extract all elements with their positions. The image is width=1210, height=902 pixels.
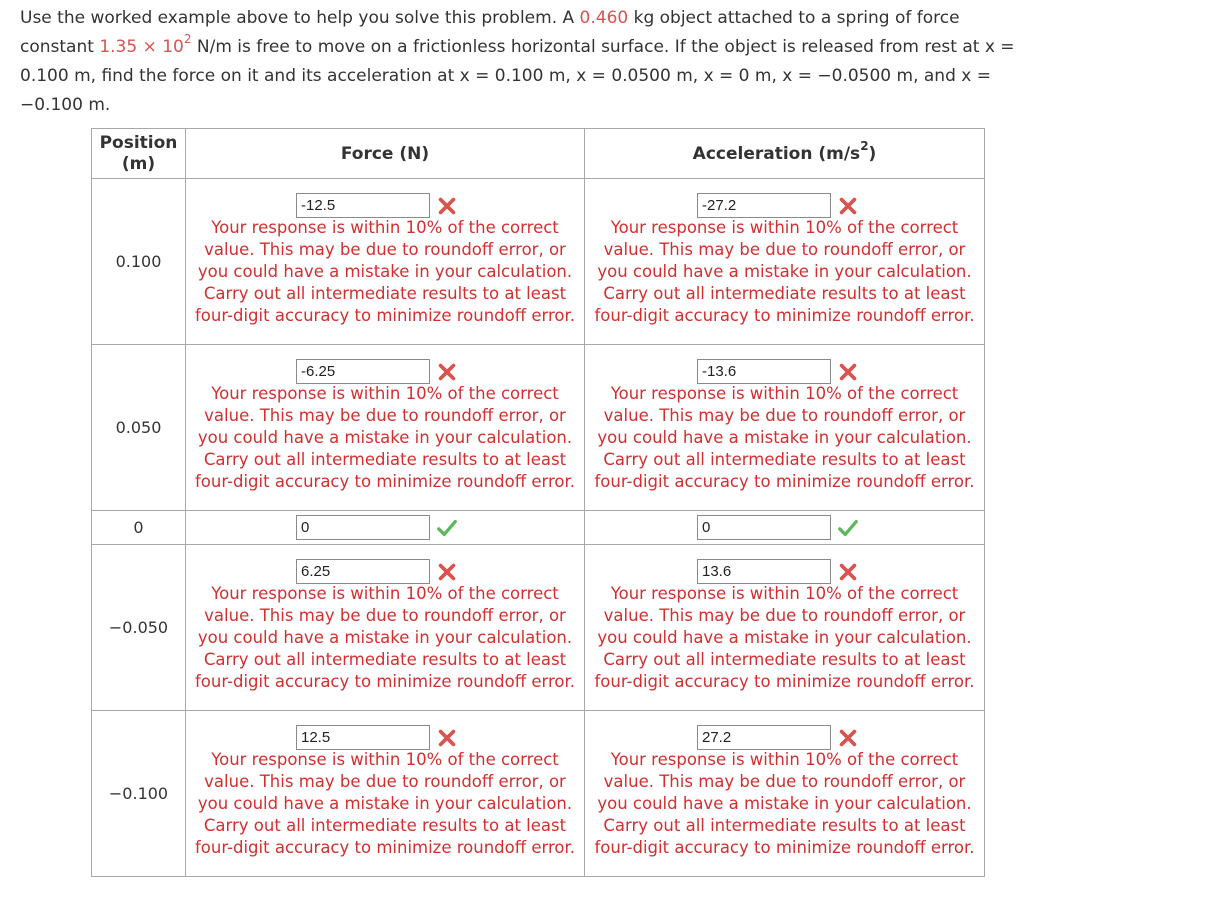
force-feedback-text: Your response is within 10% of the correct value. This may be due to roundoff error, or you could have a mistake in your calculation. Carry out all intermediate results to at least four-digit accuracy to minimize roundoff error.	[194, 383, 576, 491]
acceleration-cell	[585, 345, 985, 511]
force-answer-input[interactable]: 6.25	[296, 559, 430, 584]
x-mark-icon	[436, 195, 458, 217]
acceleration-cell	[585, 179, 985, 345]
acceleration-header	[585, 129, 985, 179]
force-feedback-text: Your response is within 10% of the correct value. This may be due to roundoff error, or you could have a mistake in your calculation. Carry out all intermediate results to at least four-digit accuracy to minimize roundoff error.	[194, 749, 576, 857]
force-cell	[186, 511, 585, 545]
force-cell	[186, 179, 585, 345]
table-row	[92, 711, 985, 877]
acceleration-cell	[585, 711, 985, 877]
table-header-row	[92, 129, 985, 179]
spring-constant-value	[99, 32, 192, 57]
table-row	[92, 345, 985, 511]
position-cell: 0	[92, 511, 186, 545]
position-header-line1: Position	[99, 132, 178, 153]
force-feedback-text: Your response is within 10% of the correct value. This may be due to roundoff error, or you could have a mistake in your calculation. Carry out all intermediate results to at least four-digit accuracy to minimize roundoff error.	[194, 217, 576, 325]
table-row	[92, 545, 985, 711]
force-feedback-text: Your response is within 10% of the correct value. This may be due to roundoff error, or you could have a mistake in your calculation. Carry out all intermediate results to at least four-digit accuracy to minimize roundoff error.	[194, 583, 576, 691]
acceleration-cell	[585, 545, 985, 711]
force-cell	[186, 345, 585, 511]
accel-answer-input[interactable]: 27.2	[697, 725, 831, 750]
check-mark-icon	[837, 517, 859, 539]
accel-feedback-text: Your response is within 10% of the correct value. This may be due to roundoff error, or you could have a mistake in your calculation. Carry out all intermediate results to at least four-digit accuracy to minimize roundoff error.	[594, 217, 975, 325]
accel-answer-input[interactable]: 13.6	[697, 559, 831, 584]
force-answer-input[interactable]: 12.5	[296, 725, 430, 750]
position-cell: 0.100	[92, 179, 186, 345]
position-cell: −0.050	[92, 545, 186, 711]
accel-feedback-text: Your response is within 10% of the correct value. This may be due to roundoff error, or you could have a mistake in your calculation. Carry out all intermediate results to at least four-digit accuracy to minimize roundoff error.	[594, 383, 975, 491]
force-header: Force (N)	[186, 129, 585, 179]
acceleration-header-end: )	[868, 143, 877, 164]
table-row	[92, 511, 985, 545]
accel-answer-input[interactable]: -27.2	[697, 193, 831, 218]
accel-answer-input[interactable]: 0	[697, 515, 831, 540]
x-mark-icon	[436, 361, 458, 383]
problem-statement	[20, 4, 1020, 120]
force-cell	[186, 545, 585, 711]
check-mark-icon	[436, 517, 458, 539]
accel-feedback-text: Your response is within 10% of the correct value. This may be due to roundoff error, or you could have a mistake in your calculation. Carry out all intermediate results to at least four-digit accuracy to minimize roundoff error.	[594, 583, 975, 691]
accel-feedback-text: Your response is within 10% of the correct value. This may be due to roundoff error, or you could have a mistake in your calculation. Carry out all intermediate results to at least four-digit accuracy to minimize roundoff error.	[594, 749, 975, 857]
force-answer-input[interactable]: -12.5	[296, 193, 430, 218]
x-mark-icon	[837, 361, 859, 383]
force-cell	[186, 711, 585, 877]
acceleration-header-exponent: 2	[860, 138, 869, 153]
spring-constant-base: 1.35 × 10	[99, 37, 184, 57]
position-header	[92, 129, 186, 179]
mass-value: 0.460	[579, 8, 629, 28]
force-answer-line	[186, 511, 584, 544]
acceleration-header-base: Acceleration (m/s	[692, 143, 861, 164]
x-mark-icon	[837, 561, 859, 583]
spring-constant-exponent: 2	[183, 32, 192, 47]
problem-intro: Use the worked example above to help you solve this problem. A	[20, 8, 580, 28]
x-mark-icon	[837, 727, 859, 749]
position-cell: −0.100	[92, 711, 186, 877]
acceleration-cell	[585, 511, 985, 545]
answer-table	[91, 128, 985, 877]
force-answer-input[interactable]: -6.25	[296, 359, 430, 384]
accel-answer-input[interactable]: -13.6	[697, 359, 831, 384]
accel-answer-line	[585, 511, 984, 544]
position-cell: 0.050	[92, 345, 186, 511]
problem-text-3: N/m is free to move on a frictionless horizontal surface. If the object is released from rest at x = 0.100 m, find the force on it and its acceleration at x = 0.100 m, x = 0.0500 m, x = 0 m, x = −0.0500 m, and x = −0.100 m.	[20, 37, 1015, 115]
x-mark-icon	[436, 727, 458, 749]
table-row	[92, 179, 985, 345]
x-mark-icon	[837, 195, 859, 217]
problem-text-2: kg object attached to a spring of force constant	[20, 8, 960, 57]
force-answer-input[interactable]: 0	[296, 515, 430, 540]
x-mark-icon	[436, 561, 458, 583]
position-header-line2: (m)	[121, 153, 156, 174]
